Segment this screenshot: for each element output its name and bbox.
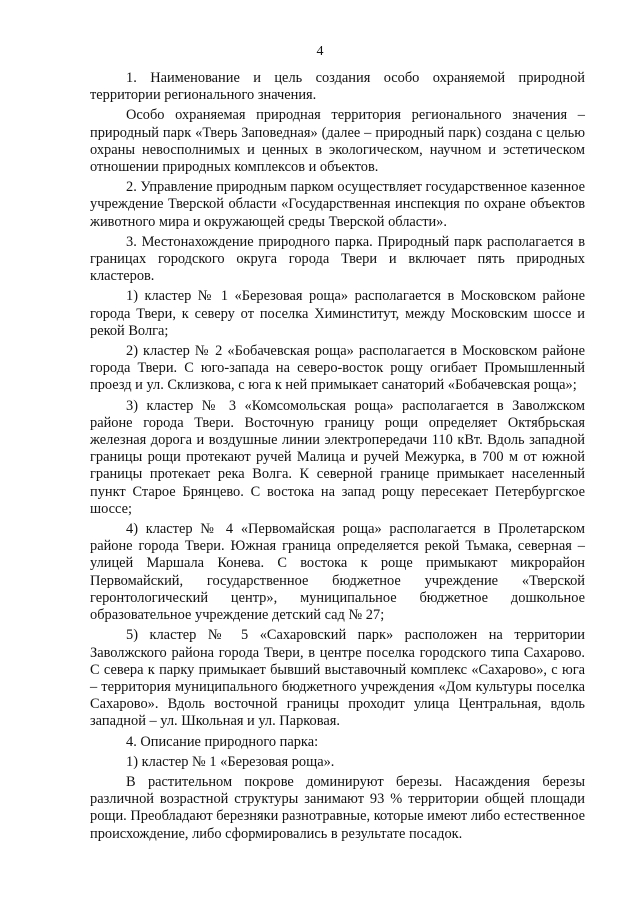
- paragraph-vegetation: В растительном покрове доминируют березы. Насаждения березы различной возрастной структуры занимают 93 % территории общей площади рощи. Преобладают березняки разнотравные, которые имеют либо естественное происхождение, либо сформировались в результате посадок.: [90, 773, 585, 842]
- paragraph-section-4-description: 4. Описание природного парка:: [126, 733, 319, 750]
- paragraph-cluster-4: 4) кластер № 4 «Первомайская роща» располагается в Пролетарском районе города Твери. Южная граница определяется рекой Тьмака, северная – улицей Маршала Конева. С востока к роще примыкают микрорайон Первомайский, государственное бюджетное учреждение «Тверской геронтологический центр», муниципальное бюджетное дошкольное образовательное учреждение детский сад № 27;: [90, 521, 585, 624]
- paragraph-cluster-3: 3) кластер № 3 «Комсомольская роща» располагается в Заволжском районе города Твери. Восточную границу рощи определяет Октябрьская железная дорога и воздушные линии электропередачи 110 кВт. Вдоль западной границы рощи протекают ручей Малица и ручей Межурка, в 700 м от южной границы протекает река Волга. К северной границе примыкает населенный пункт Старое Брянцево. С востока на запад рощу пересекает Петербургское шоссе;: [90, 397, 585, 517]
- paragraph-cluster-1-heading: 1) кластер № 1 «Березовая роща».: [126, 753, 335, 770]
- paragraph-cluster-1: 1) кластер № 1 «Березовая роща» располагается в Московском районе города Твери, к северу от поселка Химинститут, между Московским шоссе и рекой Волга;: [90, 288, 585, 339]
- paragraph-section-1-title: 1. Наименование и цель создания особо охраняемой природной территории регионального значения.: [90, 70, 585, 104]
- paragraph-section-3-location: 3. Местонахождение природного парка. Природный парк располагается в границах городского округа города Твери и включает пять природных кластеров.: [90, 233, 585, 285]
- paragraph-purpose: Особо охраняемая природная территория регионального значения – природный парк «Тверь Заповедная» (далее – природный парк) создана с целью охраны невосполнимых и ценных в экологическом, научном и эстетическом отношении природных комплексов и объектов.: [90, 107, 585, 176]
- document-body: [90, 70, 585, 843]
- paragraph-cluster-5: 5) кластер № 5 «Сахаровский парк» расположен на территории Заволжского района города Твери, в центре поселка городского типа Сахарово. С севера к парку примыкает бывший выставочный комплекс «Сахарово», с юга – территория муниципального бюджетного учреждения «Дом культуры поселка Сахарово». Вдоль восточной границы проходит улица Центральная, вдоль западной – ул. Школьная и ул. Парковая.: [90, 627, 585, 730]
- page-number: 4: [316, 44, 324, 59]
- paragraph-cluster-2: 2) кластер № 2 «Бобачевская роща» располагается в Московском районе города Твери. С юго-запада на северо-восток рощу огибает Промышленный проезд и ул. Склизкова, с юга к ней примыкает санаторий «Бобачевская роща»;: [90, 343, 585, 394]
- paragraph-section-2-management: 2. Управление природным парком осуществляет государственное казенное учреждение Тверской области «Государственная инспекция по охране объектов животного мира и окружающей среды Тверской области».: [90, 179, 585, 230]
